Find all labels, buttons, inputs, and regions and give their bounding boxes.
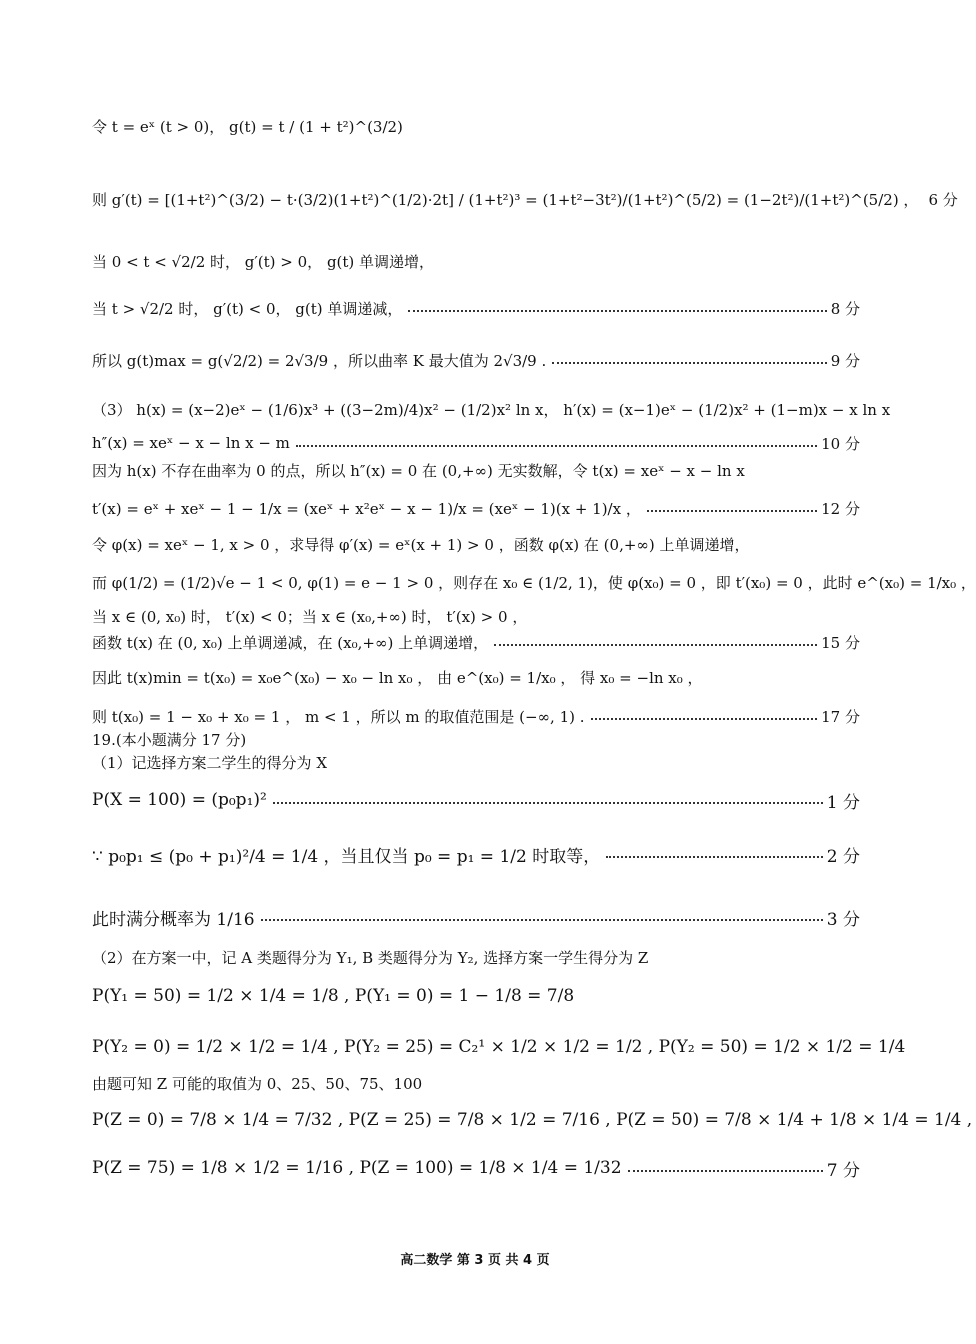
solution-line xyxy=(92,750,860,774)
solution-line xyxy=(92,1024,906,1070)
solution-text: 因为 h(x) 不存在曲率为 0 的点，所以 h″(x) = 0 在 (0,+∞) 无实数解，令 t(x) = xeˣ − x − ln x xyxy=(92,461,745,480)
score-mark: 17 分 xyxy=(821,707,860,726)
score-mark: 7 分 xyxy=(826,1160,860,1181)
dot-leader xyxy=(273,802,823,804)
solution-line xyxy=(92,604,860,628)
score-mark: 12 分 xyxy=(821,499,860,518)
solution-text: P(X = 100) = (p₀p₁)² xyxy=(92,790,267,810)
solution-line xyxy=(92,1144,860,1192)
solution-line xyxy=(92,729,860,749)
solution-text: t′(x) = eˣ + xeˣ − 1 − 1/x = (xeˣ + x²eˣ − x − 1)/x = (xeˣ − 1)(x + 1)/x ， xyxy=(92,499,641,518)
solution-line xyxy=(92,336,860,384)
solution-text: 令 φ(x) = xeˣ − 1, x > 0 ，求导得 φ′(x) = eˣ(x + 1) > 0 ，函数 φ(x) 在 (0,+∞) 上单调递增， xyxy=(92,535,750,554)
dot-leader xyxy=(296,445,817,447)
solution-line xyxy=(92,658,860,696)
score-mark: 10 分 xyxy=(821,434,860,453)
score-mark: 8 分 xyxy=(830,299,860,318)
solution-text: 由题可知 Z 可能的取值为 0、25、50、75、100 xyxy=(92,1074,423,1093)
solution-text: P(Z = 75) = 1/8 × 1/2 = 1/16 , P(Z = 100) = 1/8 × 1/4 = 1/32 xyxy=(92,1158,622,1178)
solution-line xyxy=(92,704,860,728)
solution-line xyxy=(92,458,860,482)
solution-text: 当 t > √2/2 时， g′(t) < 0， g(t) 单调递减， xyxy=(92,299,403,318)
solution-text: 则 t(x₀) = 1 − x₀ + x₀ = 1 ， m < 1 ，所以 m 的取值范围是 (−∞, 1) . xyxy=(92,707,585,726)
solution-text: ∵ p₀p₁ ≤ (p₀ + p₁)²/4 = 1/4 ，当且仅当 p₀ = p₁ = 1/2 时取等， xyxy=(92,846,601,867)
solution-text: 因此 t(x)min = t(x₀) = x₀e^(x₀) − x₀ − ln x₀ ， 由 e^(x₀) = 1/x₀ ， 得 x₀ = −ln x₀ ， xyxy=(92,668,703,687)
score-mark: 3 分 xyxy=(826,909,860,930)
solution-line xyxy=(92,563,976,601)
solution-line xyxy=(92,830,860,878)
score-mark: 15 分 xyxy=(821,633,860,652)
solution-line xyxy=(92,1096,973,1144)
solution-text: 所以 g(t)max = g(√2/2) = 2√3/9 ，所以曲率 K 最大值为 2√3/9 . xyxy=(92,351,547,370)
solution-text: 此时满分概率为 1/16 xyxy=(92,909,255,930)
solution-text: P(Z = 0) = 7/8 × 1/4 = 7/32 , P(Z = 25) = 7/8 × 1/2 = 7/16 , P(Z = 50) = 7/8 × 1/4 + 1/8 × 1/4 = 1/4 , xyxy=(92,1110,973,1130)
solution-line xyxy=(92,786,860,814)
score-mark: 1 分 xyxy=(826,792,860,813)
solution-text: 当 x ∈ (0, x₀) 时， t′(x) < 0；当 x ∈ (x₀,+∞) 时， t′(x) > 0 ， xyxy=(92,607,528,626)
solution-line xyxy=(92,893,860,941)
solution-line xyxy=(92,392,891,426)
solution-text: 而 φ(1/2) = (1/2)√e − 1 < 0, φ(1) = e − 1 > 0 ，则存在 x₀ ∈ (1/2, 1)，使 φ(x₀) = 0 ，即 t′(x₀) = 0 ，此时 e^(x₀) = 1/x₀ ， xyxy=(92,573,976,592)
dot-leader xyxy=(647,510,817,512)
solution-line xyxy=(92,287,860,329)
dot-leader xyxy=(552,362,826,364)
solution-text: 令 t = eˣ (t > 0)， g(t) = t / (1 + t²)^(3/2) xyxy=(92,117,403,136)
dot-leader xyxy=(494,644,817,646)
dot-leader xyxy=(408,310,826,312)
solution-line xyxy=(92,630,860,654)
solution-text: 19.(本小题满分 17 分) xyxy=(92,730,247,749)
solution-text: h″(x) = xeˣ − x − ln x − m xyxy=(92,434,290,452)
dot-leader xyxy=(606,856,823,858)
solution-text: （3） h(x) = (x−2)eˣ − (1/6)x³ + ((3−2m)/4)x² − (1/2)x² ln x， h′(x) = (x−1)eˣ − (1/2)x² + (1−m)x − x ln x xyxy=(92,400,891,419)
score-mark: 6 分 xyxy=(928,190,958,209)
dot-leader xyxy=(628,1170,823,1172)
solution-line xyxy=(92,488,860,528)
solution-line xyxy=(92,165,958,233)
solution-text: P(Y₁ = 50) = 1/2 × 1/4 = 1/8 , P(Y₁ = 0) = 1 − 1/8 = 7/8 xyxy=(92,986,575,1006)
solution-text: （1）记选择方案二学生的得分为 X xyxy=(92,753,327,772)
solution-line xyxy=(92,432,860,454)
solution-line xyxy=(92,1072,860,1094)
page-footer: 高二数学 第 3 页 共 4 页 xyxy=(400,1253,550,1268)
solution-text: （2）在方案一中，记 A 类题得分为 Y₁, B 类题得分为 Y₂, 选择方案一学生得分为 Z xyxy=(92,948,649,967)
solution-line xyxy=(92,944,860,970)
dot-leader xyxy=(261,919,823,921)
solution-text: P(Y₂ = 0) = 1/2 × 1/2 = 1/4 , P(Y₂ = 25) = C₂¹ × 1/2 × 1/2 = 1/2 , P(Y₂ = 50) = 1/2 × 1/2 = 1/4 xyxy=(92,1037,906,1057)
score-mark: 2 分 xyxy=(826,846,860,867)
dot-leader xyxy=(591,718,818,720)
solution-line xyxy=(92,532,860,556)
solution-text: 当 0 < t < √2/2 时， g′(t) > 0， g(t) 单调递增， xyxy=(92,252,435,271)
solution-text: 函数 t(x) 在 (0, x₀) 上单调递减，在 (x₀,+∞) 上单调递增， xyxy=(92,633,489,652)
solution-text: 则 g′(t) = [(1+t²)^(3/2) − t·(3/2)(1+t²)^(1/2)·2t] / (1+t²)³ = (1+t²−3t²)/(1+t²)^(5/2) = (1−2t²)/(1+t²)^(5/2) ， xyxy=(92,190,919,209)
score-mark: 9 分 xyxy=(830,351,860,370)
solution-line xyxy=(92,240,860,282)
solution-line xyxy=(92,102,860,150)
solution-line xyxy=(92,974,860,1018)
